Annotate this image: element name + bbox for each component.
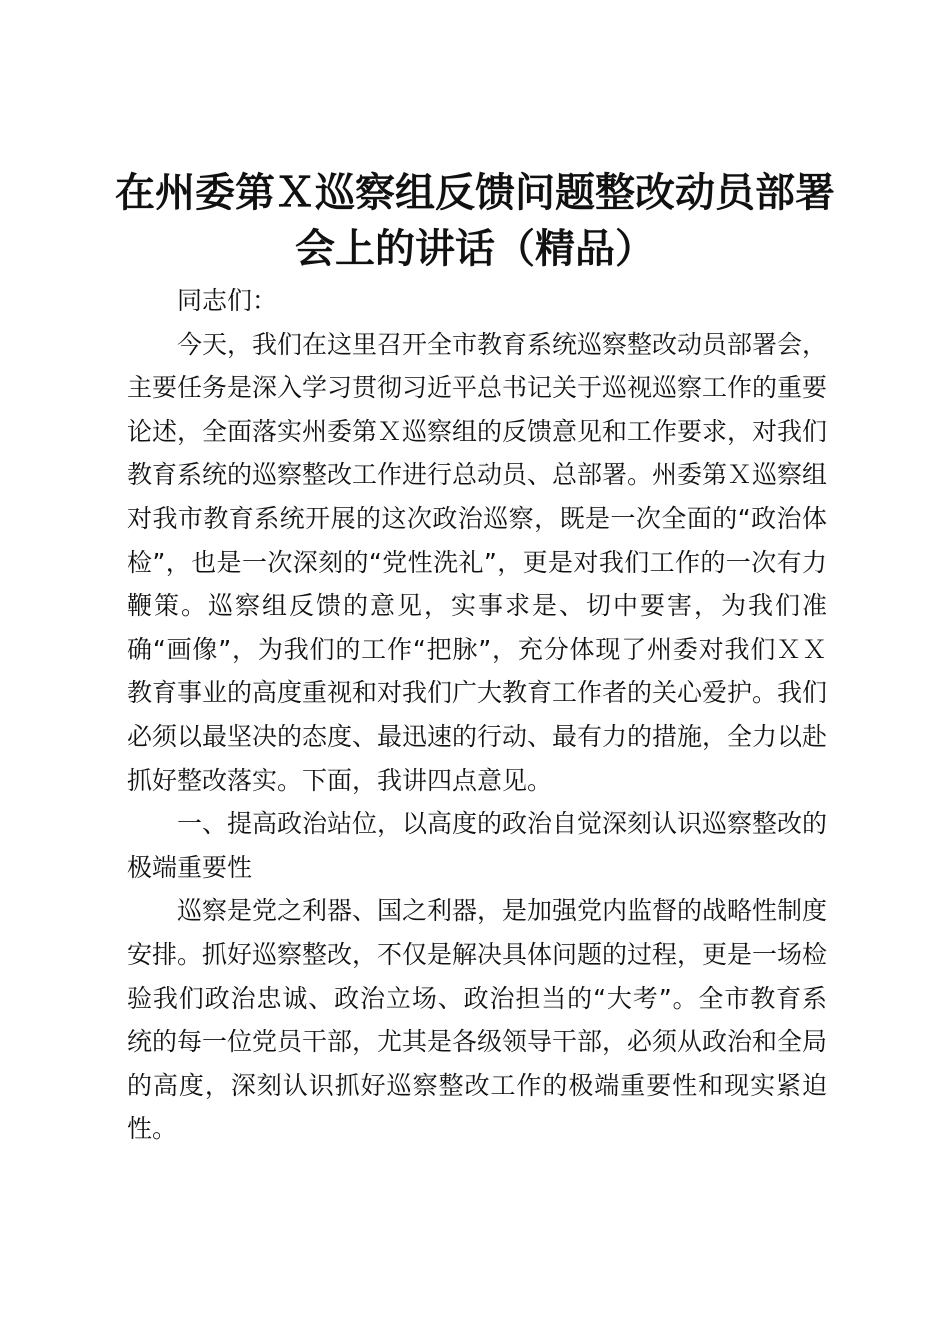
document-body [127, 279, 827, 1151]
salutation-paragraph: 同志们： [177, 286, 278, 315]
document-title: 在州委第Ｘ巡察组反馈问题整改动员部署会上的讲话（精品） [115, 169, 835, 272]
intro-paragraph: 今天，我们在这里召开全市教育系统巡察整改动员部署会，主要任务是深入学习贯彻习近平总书记关于巡视巡察工作的重要论述，全面落实州委第Ｘ巡察组的反馈意见和工作要求，对我们教育系统的巡察整改工作进行总动员、总部署。州委第Ｘ巡察组对我市教育系统开展的这次政治巡察，既是一次全面的“政治体检”，也是一次深刻的“党性洗礼”，更是对我们工作的一次有力鞭策。巡察组反馈的意见，实事求是、切中要害，为我们准确“画像”，为我们的工作“把脉”，充分体现了州委对我们ＸＸ教育事业的高度重视和对我们广大教育工作者的关心爱护。我们必须以最坚决的态度、最迅速的行动、最有力的措施，全力以赴抓好整改落实。下面，我讲四点意见。 [127, 329, 828, 795]
section-1-paragraph: 巡察是党之利器、国之利器，是加强党内监督的战略性制度安排。抓好巡察整改，不仅是解决具体问题的过程，更是一场检验我们政治忠诚、政治立场、政治担当的“大考”。全市教育系统的每一位党员干部，尤其是各级领导干部，必须从政治和全局的高度，深刻认识抓好巡察整改工作的极端重要性和现实紧迫性。 [127, 896, 828, 1144]
section-heading-1: 一、提高政治站位，以高度的政治自觉深刻认识巡察整改的极端重要性 [127, 809, 828, 882]
